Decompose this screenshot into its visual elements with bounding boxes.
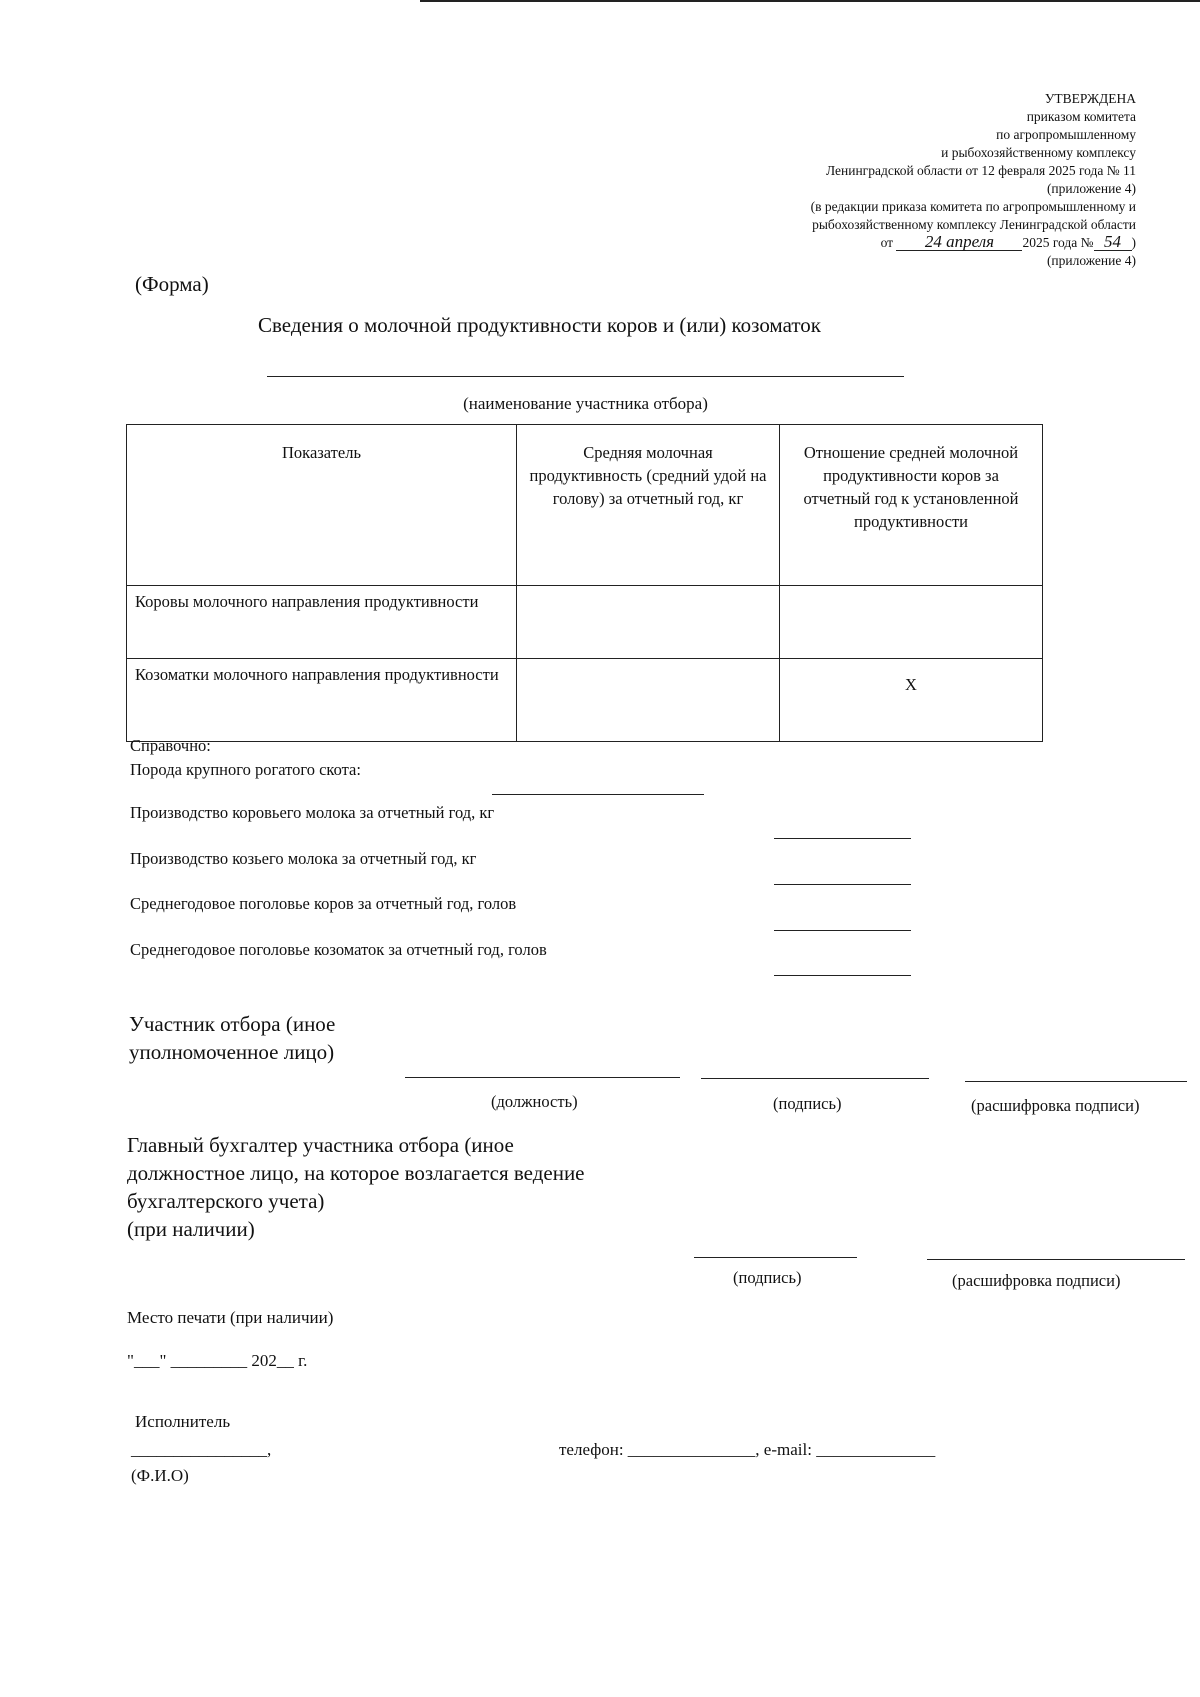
breed-field[interactable] [492,794,704,795]
accountant-signatory-line: должностное лицо, на которое возлагается ведение [127,1161,585,1185]
approval-line: по агропромышленному [996,127,1136,142]
accountant-signatory-line: бухгалтерского учета) [127,1189,325,1213]
participant-name-caption: (наименование участника отбора) [463,394,708,413]
document-title: Сведения о молочной продуктивности коров и (или) козоматок [258,313,821,337]
accountant-signatory-line: Главный бухгалтер участника отбора (иное [127,1133,514,1157]
signature-caption: (подпись) [773,1094,842,1113]
table-header-row [127,425,1043,586]
accountant-signature-field[interactable] [694,1257,857,1258]
participant-signatory-line: уполномоченное лицо) [129,1040,335,1064]
productivity-table [126,424,1043,742]
table-cell-crossed: X [780,659,1043,742]
signature-caption: (подпись) [733,1268,802,1287]
executor-contact-line[interactable]: телефон: _______________, e-mail: ______________ [559,1440,936,1459]
approval-line: и рыбохозяйственному комплексу [941,145,1136,160]
approval-line: (приложение 4) [1046,181,1136,196]
goat-milk-label: Производство козьего молока за отчетный год, кг [130,849,477,868]
participant-signature-field[interactable] [701,1078,929,1079]
handwritten-date: 24 апреля [896,234,1022,251]
approval-from: от [880,235,894,250]
table-header-cell: Отношение средней молочной продуктивности коров за отчетный год к установленной продуктивности [780,425,1043,586]
participant-decoding-field[interactable] [965,1081,1187,1082]
date-line: "___" _________ 202__ г. [127,1351,308,1370]
table-row-label: Козоматки молочного направления продуктивности [127,659,517,742]
cow-milk-label: Производство коровьего молока за отчетный год, кг [130,803,495,822]
cows-herd-label: Среднегодовое поголовье коров за отчетный год, голов [130,894,517,913]
handwritten-order-number: 54 [1094,234,1132,251]
executor-label: Исполнитель [135,1412,231,1431]
table-row [127,586,1043,659]
executor-fio-caption: (Ф.И.О) [131,1466,189,1485]
goat-milk-field[interactable] [774,884,911,885]
approval-amendment-line [811,234,1136,252]
cow-milk-field[interactable] [774,838,911,839]
participant-signatory-line: Участник отбора (иное [129,1012,336,1036]
goats-herd-field[interactable] [774,975,911,976]
table-cell-input[interactable] [780,586,1043,659]
breed-label: Порода крупного рогатого скота: [130,760,361,779]
participant-position-field[interactable] [405,1077,680,1078]
table-header-cell: Средняя молочная продуктивность (средний удой на голову) за отчетный год, кг [517,425,780,586]
decoding-caption: (расшифровка подписи) [971,1096,1140,1115]
goats-herd-label: Среднегодовое поголовье козоматок за отчетный год, голов [130,940,547,959]
approval-line: рыбохозяйственному комплексу Ленинградской области [812,217,1136,232]
participant-signatory [129,1010,335,1066]
decoding-caption: (расшифровка подписи) [952,1271,1121,1290]
accountant-signatory-line: (при наличии) [127,1217,255,1241]
table-header-cell: Показатель [127,425,517,586]
accountant-decoding-field[interactable] [927,1259,1185,1260]
cows-herd-field[interactable] [774,930,911,931]
approval-line: (приложение 4) [1046,253,1136,268]
position-caption: (должность) [491,1092,578,1111]
participant-name-field[interactable] [267,376,904,377]
approval-line: УТВЕРЖДЕНА [1044,91,1136,106]
approval-line: (в редакции приказа комитета по агропромышленному и [810,199,1136,214]
approval-close-paren: ) [1131,235,1136,250]
accountant-signatory [127,1131,585,1243]
approval-year-number: 2025 года № [1022,235,1094,250]
table-cell-input[interactable] [517,659,780,742]
table-row [127,659,1043,742]
table-cell-input[interactable] [517,586,780,659]
reference-heading: Справочно: [130,736,211,755]
table-row-label: Коровы молочного направления продуктивности [127,586,517,659]
approval-line: приказом комитета [1026,109,1136,124]
scan-top-edge [420,0,1200,2]
executor-name-field[interactable]: ________________, [131,1440,272,1459]
approval-block [811,90,1136,270]
approval-line: Ленинградской области от 12 февраля 2025 года № 11 [825,163,1136,178]
form-label: (Форма) [135,272,209,296]
stamp-place-label: Место печати (при наличии) [127,1308,334,1327]
